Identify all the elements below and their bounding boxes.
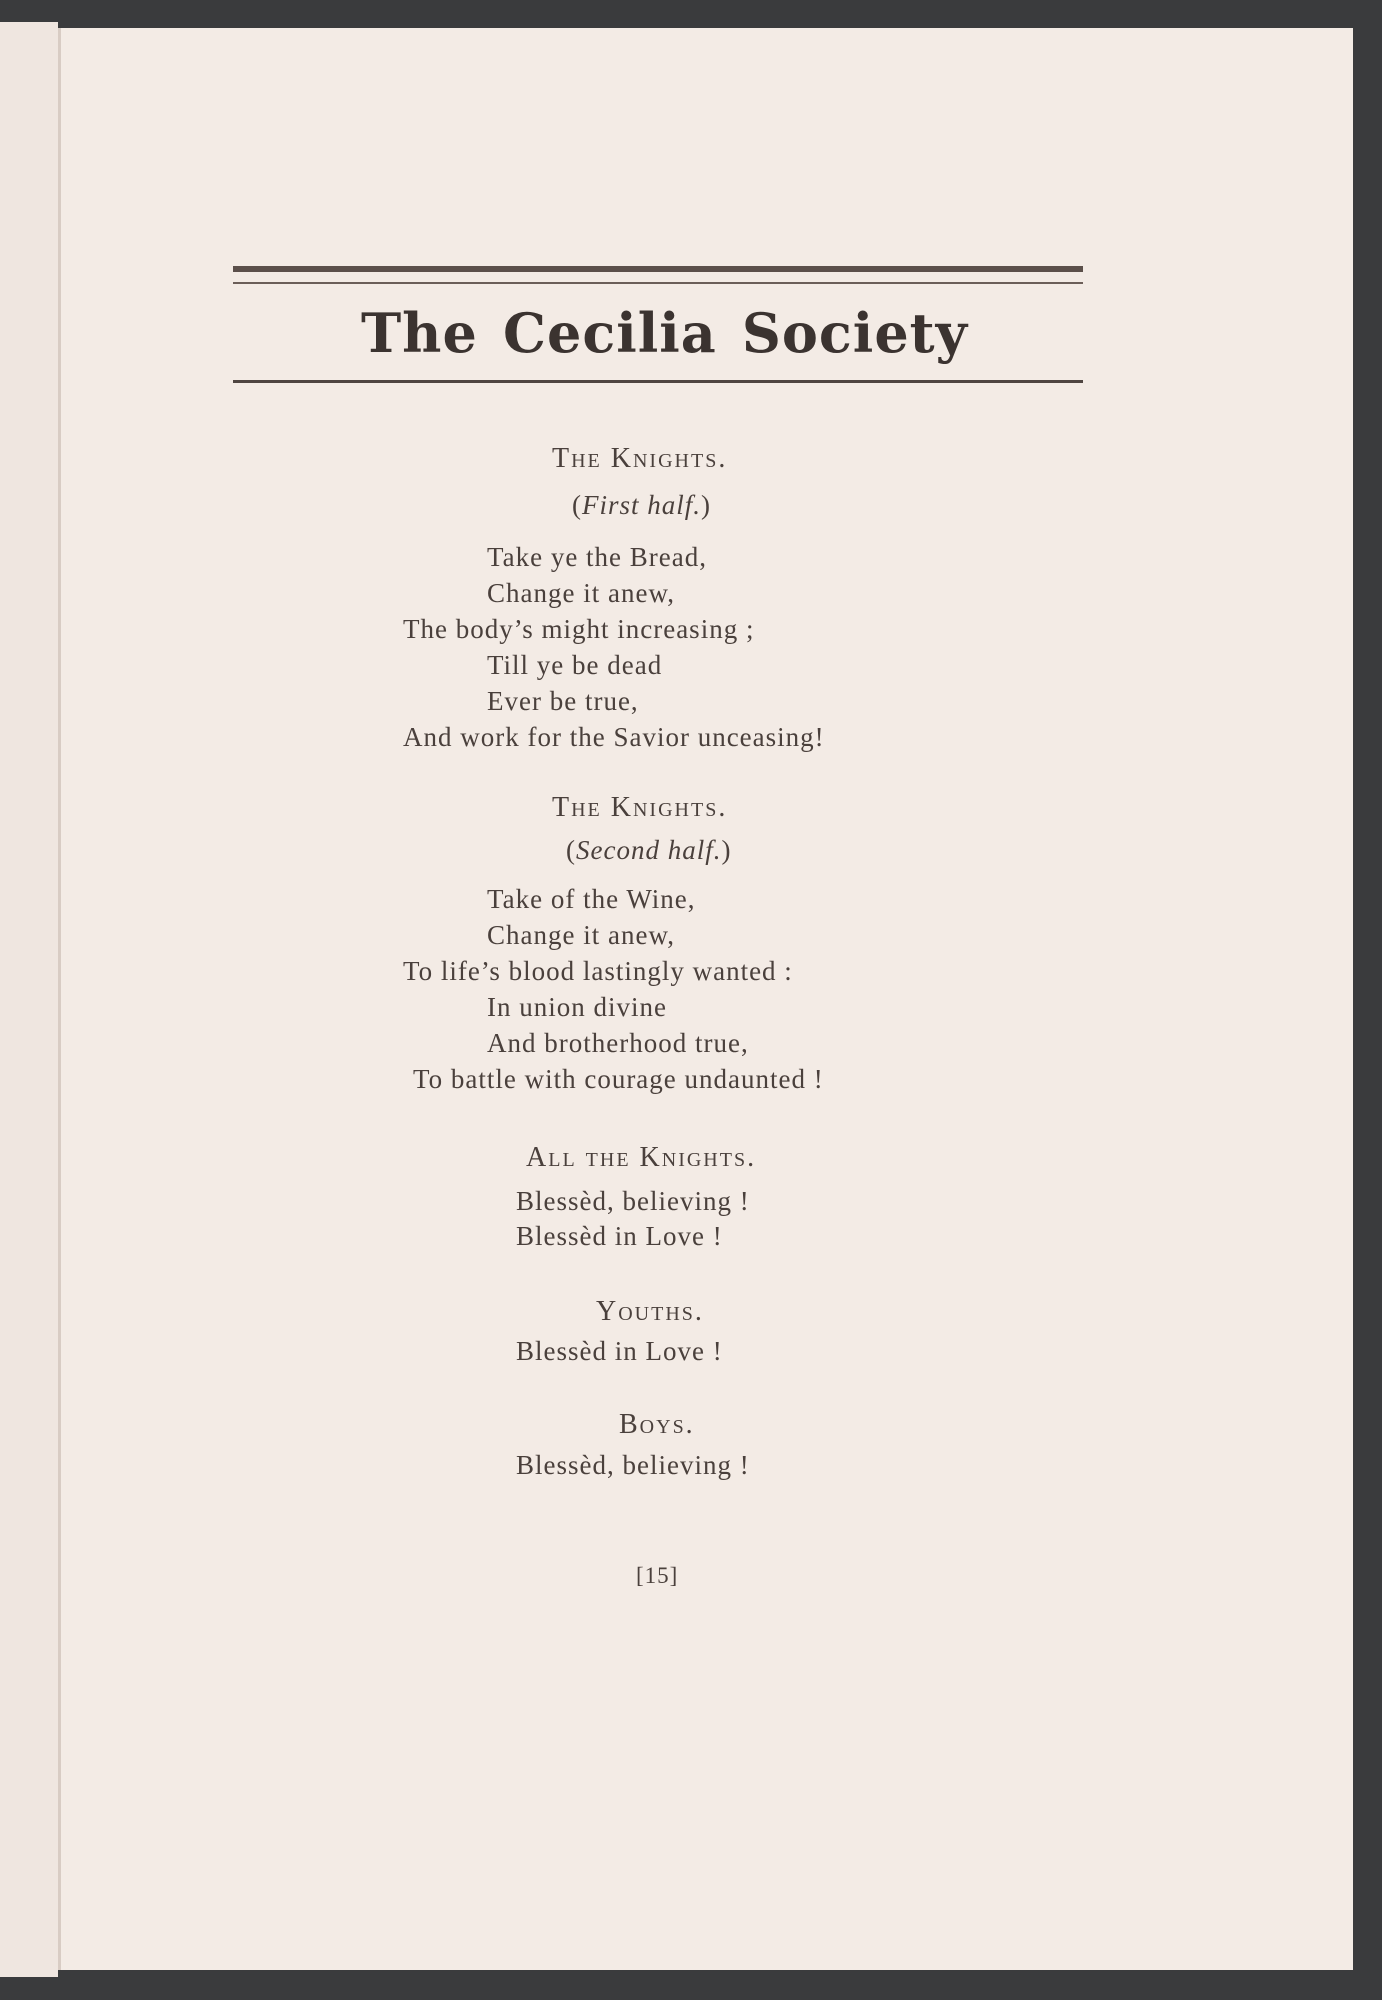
speaker-heading: All the Knights.: [526, 1142, 757, 1173]
verse-line: In union divine: [487, 992, 667, 1022]
title-word: Society: [741, 301, 968, 365]
verse-line: And brotherhood true,: [487, 1028, 749, 1058]
verse-line: Blessèd in Love !: [516, 1221, 723, 1251]
verse-line: To life’s blood lastingly wanted :: [403, 956, 793, 986]
facing-page-edge: [0, 22, 58, 1977]
verse-line: Take ye the Bread,: [487, 542, 708, 572]
verse-line: Blessèd in Love !: [516, 1336, 723, 1366]
verse-line: Blessèd, believing !: [516, 1186, 750, 1216]
speaker-heading: The Knights.: [552, 443, 728, 474]
verse-line: Ever be true,: [487, 686, 639, 716]
verse-line: And work for the Savior unceasing!: [403, 722, 825, 752]
page-title: [233, 284, 1083, 364]
stage-direction: (Second half.): [566, 835, 732, 865]
verse-line: The body’s might increasing ;: [403, 614, 755, 644]
header-rule-bottom: [233, 380, 1083, 383]
title-word: Cecilia: [502, 301, 717, 365]
page-number: [15]: [636, 1563, 679, 1588]
speaker-heading: The Knights.: [552, 792, 728, 823]
stage-direction: (First half.): [572, 490, 712, 520]
page-header: [233, 266, 1083, 383]
speaker-heading: Youths.: [596, 1296, 704, 1327]
verse-line: Change it anew,: [487, 920, 675, 950]
verse-line: Blessèd, believing !: [516, 1450, 750, 1480]
verse-line: Change it anew,: [487, 578, 675, 608]
verse-line: To battle with courage undaunted !: [413, 1064, 824, 1094]
title-word: The: [361, 301, 478, 365]
verse-line: Till ye be dead: [487, 650, 663, 680]
verse-line: Take of the Wine,: [487, 884, 696, 914]
header-rule-top: [233, 266, 1083, 272]
speaker-heading: Boys.: [619, 1409, 695, 1440]
